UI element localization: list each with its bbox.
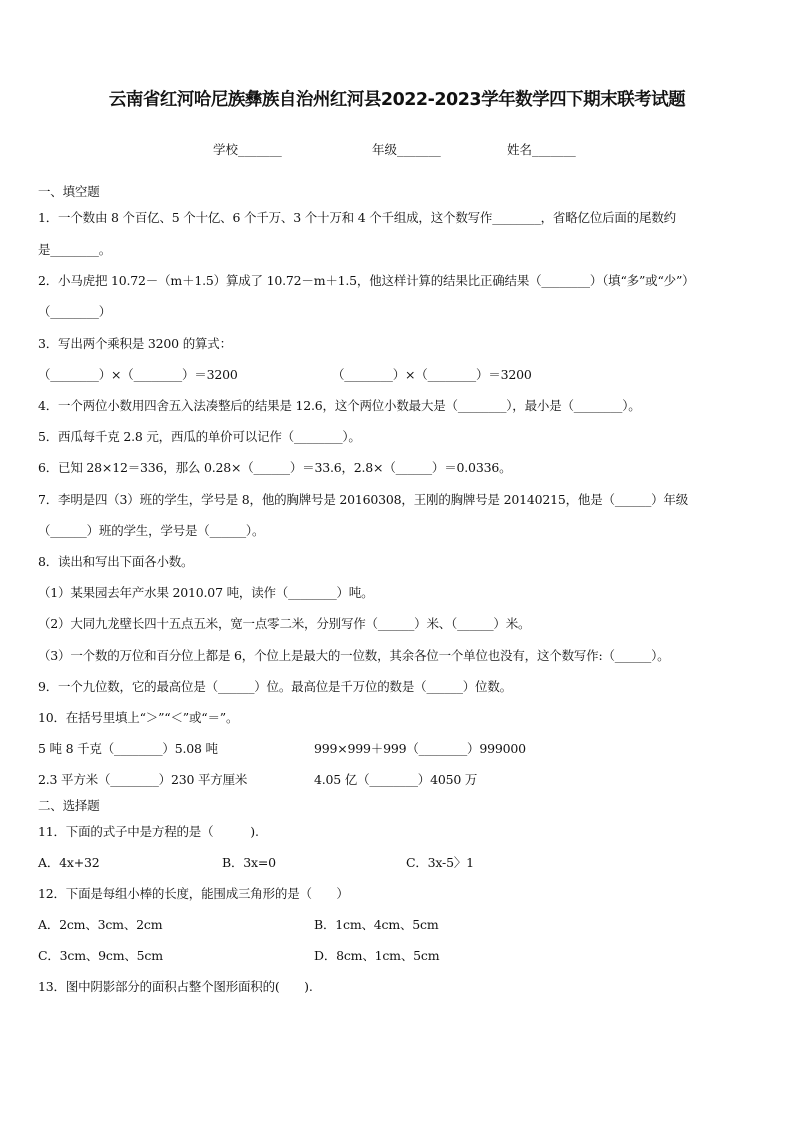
section-choice: 二、选择题 <box>38 798 100 813</box>
question-12-option-b[interactable]: B．1cm、4cm、5cm <box>314 917 439 932</box>
question-10-a: 5 吨 8 千克（________）5.08 吨 <box>38 741 218 756</box>
question-8-sub3: （3）一个数的万位和百分位上都是 6，个位上是最大的一位数，其余各位一个单位也没有，这个数写作:（______）。 <box>38 648 670 663</box>
question-8-sub2: （2）大同九龙壁长四十五点五米，宽一点零二米，分别写作（______）米、（______）米。 <box>38 616 531 631</box>
question-11-option-a[interactable]: A．4x+32 <box>38 855 100 870</box>
question-8-sub1: （1）某果园去年产水果 2010.07 吨，读作（________）吨。 <box>38 585 374 600</box>
exam-title: 云南省红河哈尼族彝族自治州红河县2022-2023学年数学四下期末联考试题 <box>108 90 686 110</box>
question-2-line2: （________） <box>38 304 112 319</box>
question-11: 11．下面的式子中是方程的是（ ). <box>38 824 259 839</box>
question-7-line1: 7．李明是四（3）班的学生，学号是 8，他的胸牌号是 20160308，王刚的胸牌号是 20140215，他是（______）年级 <box>38 492 689 507</box>
question-10-b: 999×999＋999（________）999000 <box>314 741 526 756</box>
question-10-d: 4.05 亿（________）4050 万 <box>314 772 478 787</box>
school-field[interactable]: 学校_______ <box>213 142 282 157</box>
question-10-line1: 10．在括号里填上“＞”“＜”或“＝”。 <box>38 710 239 725</box>
question-12-option-d[interactable]: D．8cm、1cm、5cm <box>314 948 440 963</box>
question-5: 5．西瓜每千克 2.8 元，西瓜的单价可以记作（________）。 <box>38 429 361 444</box>
grade-field[interactable]: 年级_______ <box>372 142 441 157</box>
name-field[interactable]: 姓名_______ <box>507 142 576 157</box>
question-11-option-b[interactable]: B．3x=0 <box>222 855 276 870</box>
question-10-c: 2.3 平方米（________）230 平方厘米 <box>38 772 248 787</box>
question-9: 9．一个九位数，它的最高位是（______）位。最高位是千万位的数是（______）位数。 <box>38 679 512 694</box>
question-1-line2: 是________。 <box>38 242 112 257</box>
question-7-line2: （______）班的学生，学号是（______）。 <box>38 523 265 538</box>
question-2-line1: 2．小马虎把 10.72－（m＋1.5）算成了 10.72－m＋1.5，他这样计算的结果比正确结果（________）（填“多”或“少”） <box>38 273 695 288</box>
question-1-line1: 1．一个数由 8 个百亿、5 个十亿、6 个千万、3 个十万和 4 个千组成，这个数写作________，省略亿位后面的尾数约 <box>38 210 676 225</box>
question-12-option-a[interactable]: A．2cm、3cm、2cm <box>38 917 163 932</box>
question-8-line1: 8．读出和写出下面各小数。 <box>38 554 194 569</box>
question-3-left: （________）×（________）＝3200 <box>38 367 238 382</box>
question-3-right: （________）×（________）＝3200 <box>332 367 532 382</box>
question-11-option-c[interactable]: C．3x-5〉1 <box>406 855 474 870</box>
question-13: 13．图中阴影部分的面积占整个图形面积的( ). <box>38 979 313 994</box>
section-fill-blank: 一、填空题 <box>38 184 100 199</box>
question-3-line1: 3．写出两个乘积是 3200 的算式： <box>38 336 232 351</box>
question-6: 6．已知 28×12＝336，那么 0.28×（______）＝33.6，2.8×（______）＝0.0336。 <box>38 460 512 475</box>
question-12: 12．下面是每组小棒的长度，能围成三角形的是（ ） <box>38 886 349 901</box>
question-4: 4．一个两位小数用四舍五入法凑整后的结果是 12.6，这个两位小数最大是（________），最小是（________）。 <box>38 398 641 413</box>
question-12-option-c[interactable]: C．3cm、9cm、5cm <box>38 948 163 963</box>
